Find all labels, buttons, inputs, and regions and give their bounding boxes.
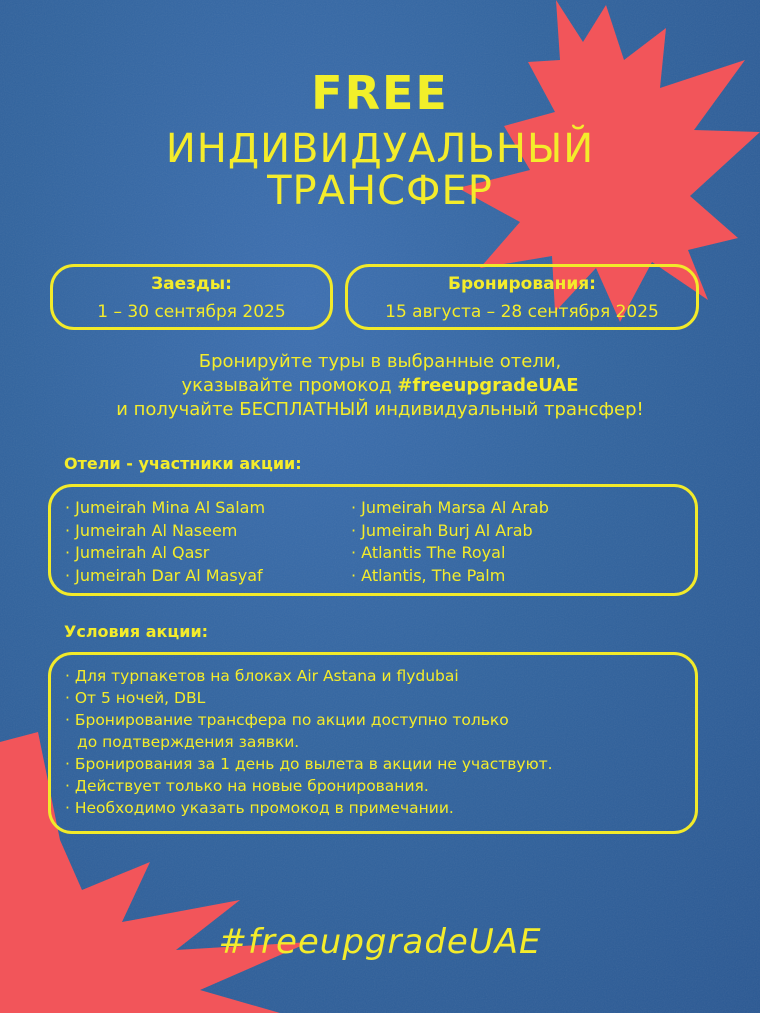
hotel-item: · Jumeirah Burj Al Arab: [351, 520, 533, 540]
checkin-label: Заезды:: [151, 274, 232, 294]
title-free: FREE: [311, 66, 449, 120]
hotel-item: · Jumeirah Mina Al Salam: [65, 498, 266, 517]
conditions-heading: Условия акции:: [64, 622, 209, 641]
title-individual: ИНДИВИДУАЛЬНЫЙ: [165, 126, 595, 172]
hotel-item: · Jumeirah Al Naseem: [65, 520, 238, 540]
hotels-right-column: [351, 497, 549, 587]
condition-item: · Бронирование трансфера по акции доступно только: [65, 711, 509, 729]
condition-item: · Необходимо указать промокод в примечании.: [65, 799, 454, 817]
hotel-item: · Atlantis The Royal: [351, 543, 506, 562]
condition-item: · Для турпакетов на блоках Air Astana и flydubai: [65, 667, 459, 685]
hotels-box: [48, 484, 698, 596]
condition-item: · От 5 ночей, DBL: [65, 689, 206, 707]
checkin-dates: 1 – 30 сентября 2025: [97, 302, 286, 322]
booking-label: Бронирования:: [448, 274, 596, 294]
promo-text: [0, 350, 760, 422]
condition-item: · Бронирования за 1 день до вылета в акции не участвуют.: [65, 755, 553, 773]
checkin-box: [50, 264, 333, 330]
conditions-box: [48, 652, 698, 834]
promo-line-3: и получайте БЕСПЛАТНЫЙ индивидуальный трансфер!: [116, 399, 644, 420]
condition-item-continuation: до подтверждения заявки.: [77, 733, 300, 751]
promo-code: #freeupgradeUAE: [397, 375, 579, 396]
condition-item: · Действует только на новые бронирования.: [65, 777, 429, 795]
hotels-heading: Отели - участники акции:: [64, 454, 302, 473]
hotel-item: · Jumeirah Dar Al Masyaf: [65, 565, 263, 585]
title-transfer: ТРАНСФЕР: [267, 168, 493, 214]
promo-line-1: Бронируйте туры в выбранные отели,: [198, 351, 562, 372]
footer-hashtag: #freeupgradeUAE: [218, 922, 542, 962]
hotel-item: · Jumeirah Al Qasr: [65, 543, 210, 562]
hotels-left-column: [65, 497, 265, 587]
booking-box: [345, 264, 699, 330]
promo-line-2-prefix: указывайте промокод: [181, 375, 398, 396]
conditions-list: [65, 665, 553, 819]
booking-dates: 15 августа – 28 сентября 2025: [385, 302, 659, 322]
hotel-item: · Jumeirah Marsa Al Arab: [351, 498, 549, 517]
promo-line-2: [0, 374, 760, 398]
hotel-item: · Atlantis, The Palm: [351, 565, 506, 585]
